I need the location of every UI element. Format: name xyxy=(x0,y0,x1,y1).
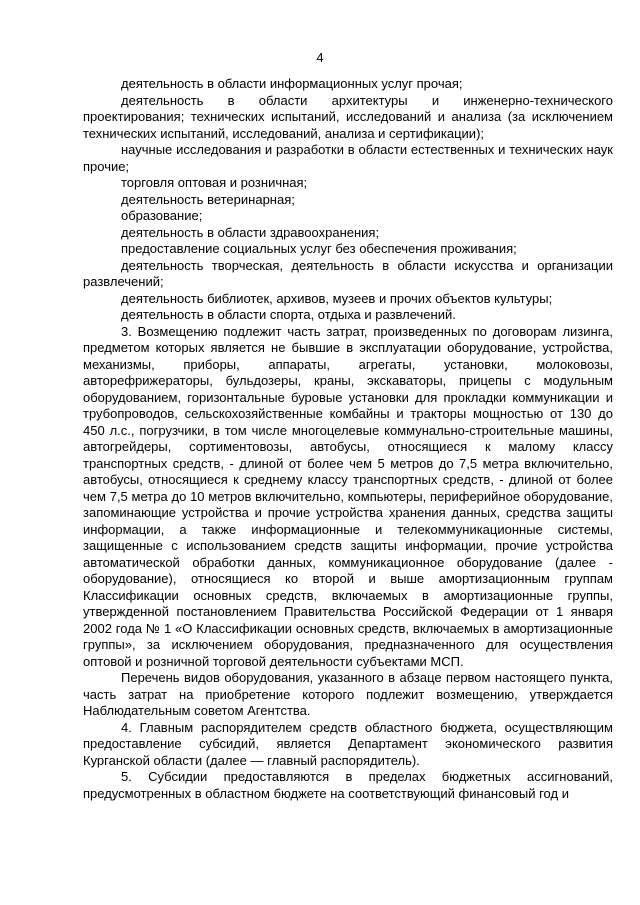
page-number: 4 xyxy=(316,50,324,65)
paragraph: деятельность в области спорта, отдыха и развлечений. xyxy=(121,307,456,322)
paragraph: 4. Главным распорядителем средств областного бюджета, осуществляющим предоставление субсидий, является Департамент экономического развития Курганской области (далее — главный распорядитель). xyxy=(83,719,613,768)
paragraph: деятельность в области здравоохранения; xyxy=(121,224,380,240)
document-body xyxy=(83,76,613,802)
paragraph: Перечень видов оборудования, указанного в абзаце первом настоящего пункта, часть затрат на приобретение которого подлежит возмещению, утверждается Наблюдательным советом Агентства. xyxy=(83,670,613,718)
paragraph: деятельность ветеринарная; xyxy=(121,191,295,207)
paragraph: деятельность в области архитектуры и инженерно-технического проектирования; технических испытаний, исследований и анализа (за исключением технических испытаний, исследований, анализа и сертификации); xyxy=(83,92,613,141)
paragraph: деятельность библиотек, архивов, музеев и прочих объектов культуры; xyxy=(121,290,553,306)
paragraph: 5. Субсидии предоставляются в пределах бюджетных ассигнований, предусмотренных в областном бюджете на соответствующий финансовый год и xyxy=(83,769,613,801)
paragraph: деятельность творческая, деятельность в области искусства и организации развлечений; xyxy=(83,257,613,289)
paragraph: торговля оптовая и розничная; xyxy=(121,175,308,190)
paragraph: образование; xyxy=(121,208,203,223)
paragraph: деятельность в области информационных услуг прочая; xyxy=(121,76,463,91)
paragraph: научные исследования и разработки в области естественных и технических наук прочие; xyxy=(83,142,613,174)
paragraph: предоставление социальных услуг без обеспечения проживания; xyxy=(121,241,517,256)
paragraph: 3. Возмещению подлежит часть затрат, произведенных по договорам лизинга, предметом которых является не бывшие в эксплуатации оборудование, устройства, механизмы, приборы, аппараты, агрегаты, установки, молоковозы, авторефрижераторы, бульдозеры, краны, экскаваторы, прицепы с модульным оборудованием, горизонтальные буровые установки для прокладки коммуникации и трубопроводов, сельскохозяйственные комбайны и тракторы мощностью от 130 до 450 л.с., погрузчики, в том числе многоцелевые коммунально-строительные машины, автогрейдеры, сортиментовозы, автобусы, относящиеся к малому классу транспортных средств, - длиной от более чем 5 метров до 7,5 метра включительно, автобусы, относящиеся к среднему классу транспортных средств, - длиной от более чем 7,5 метра до 10 метров включительно, компьютеры, периферийное оборудование, запоминающие устройства и прочие устройства хранения данных, средства защиты информации, а также информационные и телекоммуникационные системы, защищенные с использованием средств защиты информации, прочие устройства автоматической обработки данных, коммуникационное оборудование (далее - оборудование), относящиеся ко второй и выше амортизационным группам Классификации основных средств, включаемых в амортизационные группы, утвержденной постановлением Правительства Российской Федерации от 1 января 2002 года № 1 «О Классификации основных средств, включаемых в амортизационные группы», за исключением оборудования, предназначенного для осуществления оптовой и розничной торговой деятельности субъектами МСП. xyxy=(83,323,613,669)
